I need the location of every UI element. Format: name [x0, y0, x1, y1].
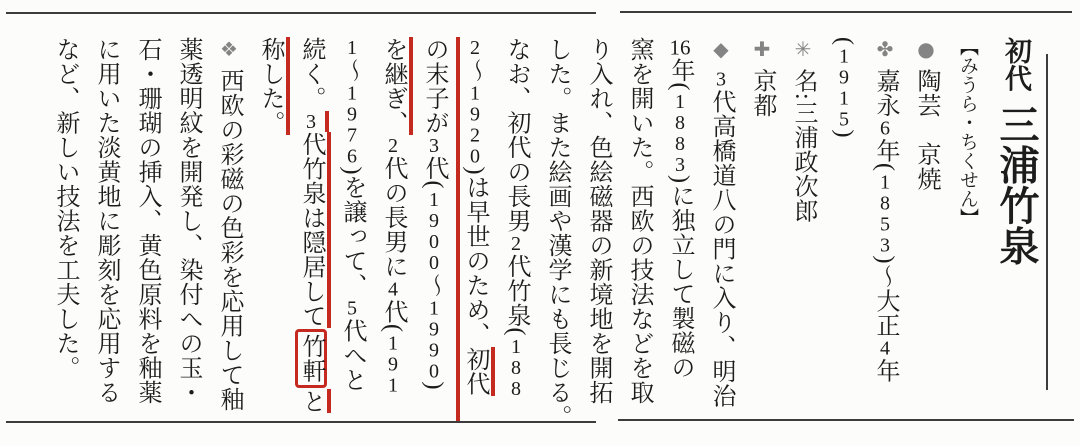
- text-column: [249, 37, 290, 421]
- text-run: した。また絵画や漢学にも長じる。: [544, 37, 570, 429]
- cross-icon: ✚: [750, 37, 774, 62]
- text-run: 年: [872, 358, 898, 383]
- top-rule-right: [620, 11, 1072, 13]
- text-run: 1920: [464, 82, 486, 167]
- text-run: 名:三浦政次郎: [790, 68, 816, 223]
- text-run: )を譲って、: [339, 166, 365, 298]
- text-column: [577, 37, 618, 421]
- entry-text: [44, 37, 1044, 429]
- text-column: [495, 37, 536, 421]
- text-run: 代へと: [339, 318, 365, 392]
- text-run: 1900: [423, 189, 445, 273]
- text-run: 4: [382, 278, 404, 300]
- text-run: 代の長男に: [380, 156, 406, 279]
- text-run: 1990: [423, 297, 445, 382]
- text-run: 陶芸 京焼: [913, 68, 939, 191]
- clover-icon: ✤: [873, 37, 897, 62]
- text-run: り入れ、色絵磁器の新境地を開拓: [585, 37, 611, 405]
- text-run: 2: [505, 233, 527, 254]
- text-run: 1915: [833, 45, 855, 130]
- text-run: 1853: [874, 171, 896, 256]
- text-run: の末子が: [421, 37, 447, 135]
- text-run: 2: [382, 135, 404, 156]
- text-column: [700, 37, 741, 421]
- text-run: ): [831, 129, 857, 138]
- text-run: など、新しい技法を工夫した。: [52, 37, 78, 380]
- red-underlined-text: 初代: [462, 347, 495, 396]
- text-run: 191: [382, 332, 404, 396]
- text-run: 〜: [462, 58, 488, 83]
- text-run: 3: [423, 135, 445, 156]
- text-column: [536, 37, 577, 429]
- reading-text: 【みうら・ちくせん】: [957, 37, 978, 227]
- text-run: 代竹泉(: [503, 254, 529, 336]
- text-run: 嘉永: [872, 68, 898, 118]
- text-run: なお、初代の長男: [503, 37, 529, 233]
- circle-icon: ●: [914, 37, 938, 62]
- text-run: 西欧の彩磁の色彩を応用して釉: [216, 68, 242, 412]
- red-boxed-text: 竹軒: [295, 329, 327, 388]
- text-column: [659, 37, 700, 421]
- text-column: [782, 37, 823, 421]
- text-column: [167, 37, 208, 421]
- text-run: 〜: [421, 273, 447, 298]
- text-run: 1: [341, 37, 363, 58]
- text-run: ): [421, 381, 447, 390]
- text-column: [44, 37, 85, 421]
- text-column: [864, 37, 905, 421]
- text-column: [905, 37, 946, 421]
- red-underlined-text: 3: [300, 111, 329, 132]
- text-run: 代(: [380, 299, 406, 333]
- text-run: 5: [341, 297, 363, 319]
- text-run: に用いた淡黄地に彫刻を応用する: [93, 37, 119, 405]
- red-underlined-text: 称した。: [257, 37, 290, 135]
- text-run: 188: [505, 336, 527, 399]
- generation-label: 初代: [1001, 37, 1031, 92]
- text-run: 京都: [749, 68, 775, 118]
- text-column: [372, 37, 413, 421]
- text-run: 代(: [421, 156, 447, 189]
- text-column: [85, 37, 126, 421]
- text-run: 2: [464, 37, 486, 58]
- text-run: 続く。: [298, 37, 324, 111]
- bottom-rule-left: [6, 421, 596, 423]
- text-column: [331, 37, 372, 421]
- text-run: 16: [669, 37, 691, 58]
- entry-separator-rule: [1046, 54, 1048, 390]
- text-column: [618, 37, 659, 421]
- text-run: 〜: [339, 58, 365, 83]
- artist-name: 三浦竹泉: [994, 104, 1038, 266]
- entry-heading: [988, 37, 1044, 421]
- text-run: 代高橋道八の門に入り、明治: [708, 89, 734, 408]
- text-run: )〜大正: [872, 255, 898, 338]
- star-icon: ✳: [791, 37, 815, 62]
- text-run: )は早世のため、: [462, 166, 488, 347]
- text-run: 1883: [669, 91, 691, 175]
- text-column: [823, 37, 864, 421]
- text-run: 窯を開いた。西欧の技法などを取: [626, 37, 652, 405]
- red-underlined-text: 代竹泉は隠居して: [298, 132, 331, 328]
- diamond-icon: ◆: [709, 37, 733, 62]
- fourdiamond-icon: ❖: [217, 37, 241, 62]
- text-run: 年(: [667, 58, 693, 91]
- text-run: 6: [874, 117, 896, 139]
- text-run: (: [831, 37, 857, 46]
- text-column: [290, 37, 331, 421]
- text-run: 1976: [341, 82, 363, 167]
- text-run: 石・珊瑚の挿入、黄色原料を釉薬: [134, 37, 160, 405]
- text-run: 4: [874, 337, 896, 359]
- text-column: [126, 37, 167, 421]
- text-column: [741, 37, 782, 421]
- text-run: )に独立して製磁の: [667, 175, 693, 380]
- text-column: [454, 37, 495, 421]
- red-underlined-text: を継ぎ、: [380, 37, 413, 135]
- text-column-red-underlined: [413, 37, 460, 421]
- red-underlined-text: と: [298, 389, 331, 414]
- text-run: 薬透明紋を開発し、染付への玉・: [175, 37, 201, 405]
- top-rule-left: [6, 12, 596, 14]
- text-run: 3: [710, 68, 732, 90]
- text-column: [208, 37, 249, 421]
- text-run: 年(: [872, 138, 898, 172]
- name-reading: [946, 37, 988, 421]
